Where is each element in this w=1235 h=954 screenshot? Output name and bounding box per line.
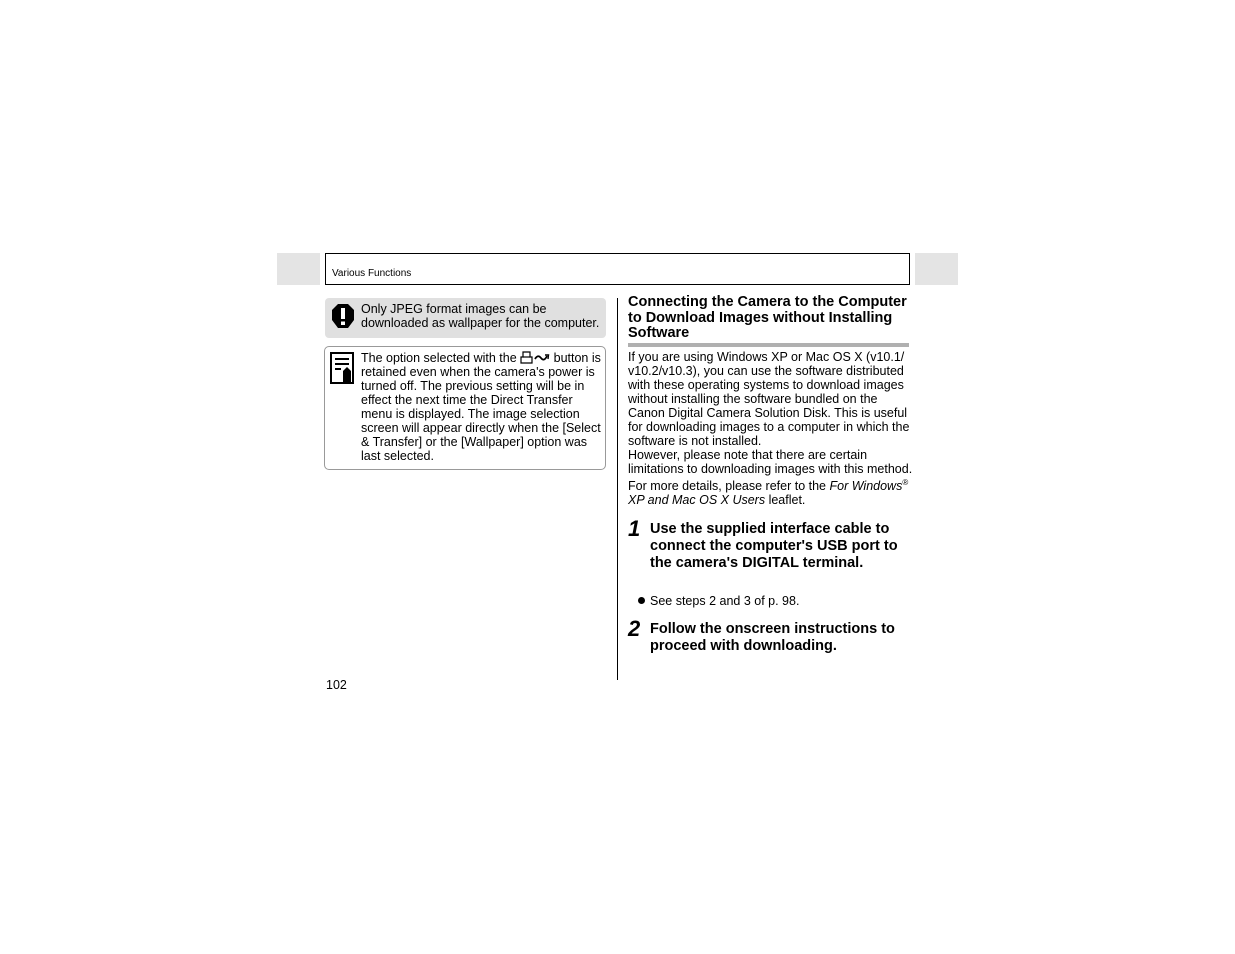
step-1-number: 1 xyxy=(628,516,641,541)
page-tab-left xyxy=(277,253,320,285)
leaflet-title-part-2: XP and Mac OS X Users xyxy=(628,493,766,508)
step-1-bullet xyxy=(638,594,799,608)
step-2-number: 2 xyxy=(628,616,641,641)
registered-mark: ® xyxy=(902,478,909,487)
note-text-after: button is retained even when the camera's power is turned off. The previous setting will be in effect the next time the Direct Transfer menu is displayed. The image selection screen will appear directly when the [Select & Transfer] or the [Wallpaper] option was last selected. xyxy=(361,351,601,463)
step-2-text: Follow the onscreen instructions to proceed with downloading. xyxy=(650,621,895,654)
step-1-bullet-text: See steps 2 and 3 of p. 98. xyxy=(650,594,800,608)
intro-p2-after: leaflet. xyxy=(768,493,806,508)
note-icon xyxy=(330,352,354,384)
caution-icon xyxy=(331,303,355,329)
note-box xyxy=(324,346,606,470)
intro-text xyxy=(628,350,913,507)
step-1-text: Use the supplied interface cable to connect the computer's USB port to the camera's DIGITAL terminal. xyxy=(650,521,898,571)
section-heading: Connecting the Camera to the Computer to Download Images without Installing Software xyxy=(628,294,907,341)
caution-text: Only JPEG format images can be downloaded as wallpaper for the computer. xyxy=(361,302,600,330)
intro-p2-before: However, please note that there are certain limitations to downloading images with this method. For more details, please refer to the xyxy=(628,448,913,494)
intro-paragraph-2 xyxy=(628,448,913,507)
print-share-icon xyxy=(520,351,550,364)
note-text-before: The option selected with the xyxy=(361,351,517,365)
section-title: Various Functions xyxy=(332,268,412,279)
intro-paragraph-1: If you are using Windows XP or Mac OS X (v10.1/ v10.2/v10.3), you can use the software distributed with these operating systems to download images without installing the software bundled on the Canon Digital Camera Solution Disk. This is useful for downloading images to a computer in which the software is not installed. xyxy=(628,350,910,448)
page-tab-right xyxy=(915,253,958,285)
caution-box xyxy=(325,298,606,338)
bullet-dot xyxy=(638,597,645,604)
note-text xyxy=(361,351,601,463)
page-number: 102 xyxy=(326,678,347,692)
section-header xyxy=(325,253,910,285)
column-divider xyxy=(617,298,618,680)
heading-rule xyxy=(628,343,909,347)
leaflet-title-part-1: For Windows xyxy=(829,479,903,494)
